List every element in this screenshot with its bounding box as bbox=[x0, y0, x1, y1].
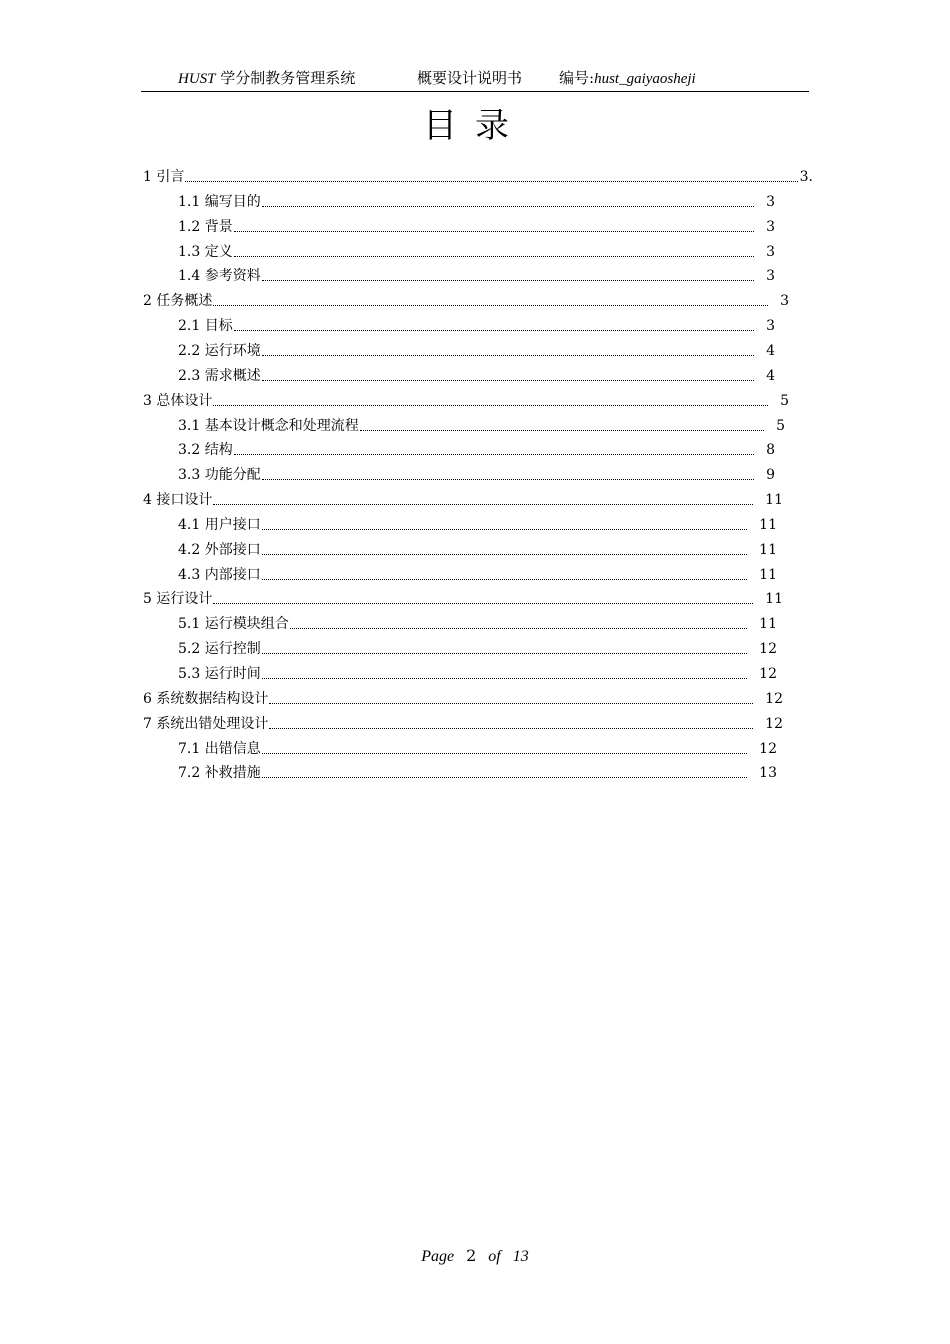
toc-leader-dots bbox=[234, 230, 754, 232]
footer-page-word: Page bbox=[421, 1248, 455, 1265]
toc-leader-dots bbox=[262, 677, 747, 679]
toc-entry-label: 5.1 运行模块组合 bbox=[178, 616, 289, 633]
footer-of-word: of bbox=[488, 1248, 501, 1265]
toc-leader-dots bbox=[262, 652, 747, 654]
toc-leader-dots bbox=[262, 354, 754, 356]
toc-entry-label: 2.2 运行环境 bbox=[178, 342, 261, 359]
toc-entry-label: 1.1 编写目的 bbox=[178, 193, 261, 210]
toc-entry-label: 2 任务概述 bbox=[143, 293, 213, 310]
toc-entry-page: 12 bbox=[759, 641, 777, 658]
toc-entry[interactable] bbox=[178, 614, 777, 634]
toc-entry-page: 3 bbox=[780, 293, 789, 310]
toc-entry[interactable] bbox=[178, 739, 777, 759]
toc-entry-page: 5 bbox=[776, 417, 785, 434]
toc-entry-page: 3 bbox=[766, 193, 775, 210]
toc-entry-label: 2.3 需求概述 bbox=[178, 367, 261, 384]
toc-leader-dots bbox=[262, 752, 747, 754]
header-doc-title: 概要设计说明书 bbox=[417, 69, 523, 87]
toc-entry-label: 1 引言 bbox=[143, 169, 185, 185]
header-code-label: 编号: bbox=[559, 69, 595, 87]
toc-entry-label: 5.3 运行时间 bbox=[178, 666, 261, 682]
toc-leader-dots bbox=[269, 702, 753, 704]
toc-entry-label: 6 系统数据结构设计 bbox=[143, 690, 269, 707]
toc-leader-dots bbox=[213, 404, 768, 406]
toc-entry-page: 11 bbox=[759, 516, 777, 533]
toc-entry-page: 4 bbox=[766, 342, 775, 359]
toc-entry-label: 1.4 参考资料 bbox=[178, 268, 261, 285]
toc-leader-dots bbox=[269, 727, 753, 729]
toc-entry[interactable] bbox=[178, 664, 777, 684]
toc-leader-dots bbox=[234, 453, 754, 455]
toc-entry[interactable] bbox=[178, 366, 775, 386]
toc-entry[interactable] bbox=[143, 391, 789, 411]
toc-entry[interactable] bbox=[178, 217, 775, 237]
toc-entry-page: 13 bbox=[759, 765, 777, 782]
toc-entry[interactable] bbox=[178, 639, 777, 659]
toc-title: 目录 bbox=[423, 106, 527, 146]
toc-entry[interactable] bbox=[178, 341, 775, 361]
toc-entry[interactable] bbox=[178, 763, 777, 783]
toc-entry-label: 5.2 运行控制 bbox=[178, 641, 261, 658]
toc-entry[interactable] bbox=[178, 540, 777, 560]
toc-leader-dots bbox=[290, 627, 747, 629]
page-footer bbox=[0, 1246, 950, 1266]
toc-entry-label: 4.1 用户接口 bbox=[178, 516, 261, 533]
toc-entry[interactable] bbox=[178, 242, 775, 262]
toc-entry-page: 3 bbox=[766, 318, 775, 335]
page-header bbox=[141, 66, 809, 92]
toc-entry-page: 12 bbox=[759, 666, 777, 682]
toc-entry-page: 12 bbox=[765, 715, 783, 732]
toc-entry-page: 11 bbox=[759, 566, 777, 583]
toc-leader-dots bbox=[185, 180, 797, 182]
toc-entry-label: 1.2 背景 bbox=[178, 218, 233, 235]
toc-leader-dots bbox=[262, 478, 754, 480]
toc-leader-dots bbox=[262, 379, 754, 381]
toc-entry-page: 9 bbox=[766, 467, 775, 484]
toc-entry-label: 7.1 出错信息 bbox=[178, 740, 261, 757]
header-code-value: hust_gaiyaosheji bbox=[594, 71, 696, 87]
toc-entry-page: 3 bbox=[766, 268, 775, 285]
toc-entry[interactable] bbox=[143, 490, 783, 510]
toc-leader-dots bbox=[262, 776, 747, 778]
toc-entry-label: 7 系统出错处理设计 bbox=[143, 715, 269, 732]
toc-entry[interactable] bbox=[143, 589, 783, 609]
toc-entry-label: 3.3 功能分配 bbox=[178, 467, 261, 484]
toc-leader-dots bbox=[262, 528, 747, 530]
toc-entry-label: 2.1 目标 bbox=[178, 318, 233, 335]
header-course-prefix: HUST bbox=[178, 71, 216, 87]
toc-entry[interactable] bbox=[178, 316, 775, 336]
toc-entry-page: 8 bbox=[766, 442, 775, 459]
toc-entry[interactable] bbox=[178, 266, 775, 286]
toc-entry-page: 11 bbox=[759, 541, 777, 558]
toc-entry[interactable] bbox=[143, 714, 783, 734]
toc-leader-dots bbox=[262, 578, 747, 580]
toc-entry-label: 3.1 基本设计概念和处理流程 bbox=[178, 417, 359, 434]
toc-leader-dots bbox=[360, 429, 764, 431]
header-doc-code bbox=[559, 66, 696, 92]
toc-entry-page: 5 bbox=[780, 392, 789, 409]
toc-entry-label: 3.2 结构 bbox=[178, 442, 233, 459]
toc-entry[interactable] bbox=[178, 416, 785, 436]
toc-leader-dots bbox=[262, 553, 747, 555]
toc-entry-page: 3. bbox=[799, 169, 813, 185]
toc-entry-page: 3 bbox=[766, 218, 775, 235]
toc-entry-label: 7.2 补救措施 bbox=[178, 765, 261, 782]
header-course-title: 学分制教务管理系统 bbox=[215, 69, 356, 87]
toc-entry-page: 11 bbox=[759, 616, 777, 633]
toc-leader-dots bbox=[234, 329, 754, 331]
toc-leader-dots bbox=[213, 503, 753, 505]
toc-entry-page: 3 bbox=[766, 243, 775, 260]
toc-leader-dots bbox=[213, 602, 753, 604]
toc-entry[interactable] bbox=[178, 565, 777, 585]
toc-entry-label: 3 总体设计 bbox=[143, 392, 213, 409]
toc-entry[interactable] bbox=[178, 465, 775, 485]
toc-leader-dots bbox=[234, 255, 754, 257]
toc-leader-dots bbox=[262, 205, 754, 207]
toc-entry-label: 1.3 定义 bbox=[178, 243, 233, 260]
toc-entry-page: 4 bbox=[766, 367, 775, 384]
toc-entry[interactable] bbox=[143, 167, 813, 187]
toc-entry[interactable] bbox=[178, 192, 775, 212]
toc-entry-label: 4.3 内部接口 bbox=[178, 566, 261, 583]
toc-entry-label: 4 接口设计 bbox=[143, 492, 213, 509]
toc-entry[interactable] bbox=[143, 291, 789, 311]
toc-entry-page: 11 bbox=[765, 591, 783, 608]
toc-entry[interactable] bbox=[178, 515, 777, 535]
footer-current-page: 2 bbox=[466, 1246, 477, 1265]
footer-total-pages: 13 bbox=[512, 1248, 529, 1265]
toc-entry-page: 12 bbox=[765, 690, 783, 707]
toc-entry-page: 12 bbox=[759, 740, 777, 757]
toc-entry[interactable] bbox=[178, 440, 775, 460]
toc-entry[interactable] bbox=[143, 689, 783, 709]
toc-entry-page: 11 bbox=[765, 492, 783, 509]
toc-leader-dots bbox=[213, 304, 768, 306]
toc-entry-label: 5 运行设计 bbox=[143, 591, 213, 608]
toc-entry-label: 4.2 外部接口 bbox=[178, 541, 261, 558]
header-course bbox=[178, 66, 355, 92]
toc-leader-dots bbox=[262, 279, 754, 281]
